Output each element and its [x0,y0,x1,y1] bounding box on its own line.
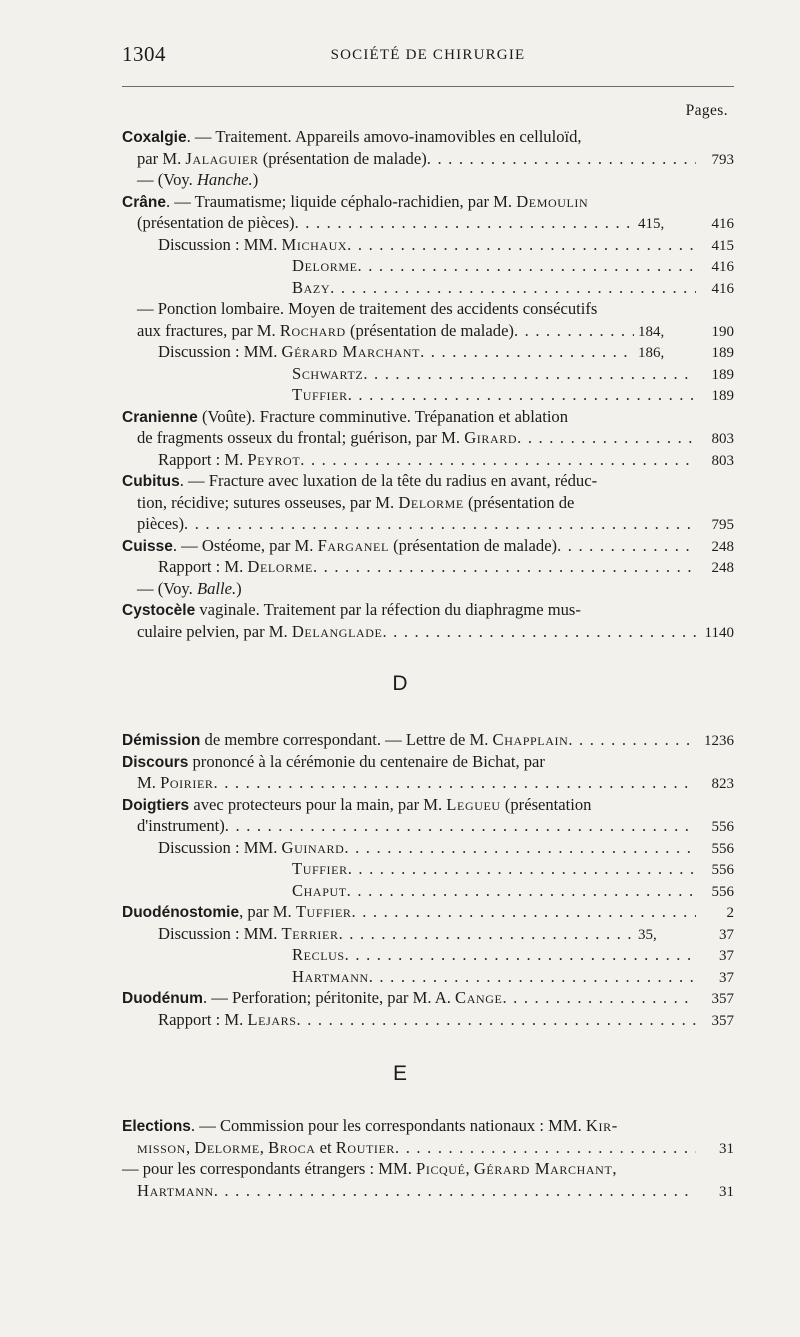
index-line: Discours prononcé à la cérémonie du centenaire de Bichat, par [122,751,545,771]
index-line: Discussion : MM. Guinard . . . 556 [122,837,734,859]
index-line: Elections. — Commission pour les correspondants nationaux : MM. Kir- [122,1116,618,1135]
index-line: pièces) . . . 795 [122,513,734,535]
index-line: tion, récidive; sutures osseuses, par M. Delorme (présentation de [137,492,575,512]
page-number: 1304 [122,42,166,66]
index-line: Démission de membre correspondant. — Lettre de M. Chapplain . . . 1236 [122,729,734,751]
section-heading-d: D [392,672,408,695]
index-line: Rapport : M. Delorme . . . 248 [122,556,734,578]
index-line: par M. Jalaguier (présentation de malade) . . . 793 [122,148,734,170]
index-line: Hartmann . . . 31 [122,1180,734,1202]
index-line: — (Voy. Balle.) [137,578,242,598]
index-line: Bazy . . . 416 [122,277,734,299]
index-line: Discussion : MM. Michaux . . . 415 [122,234,734,256]
index-line: Duodénum. — Perforation; péritonite, par M. A. Cange . . . 357 [122,987,734,1009]
index-line: Coxalgie. — Traitement. Appareils amovo-inamovibles en celluloïd, [122,127,582,146]
pages-column-label: Pages. [685,102,728,119]
index-line: M. Poirier . . . 823 [122,772,734,794]
index-line: (présentation de pièces) . . . 415, 416 [122,212,734,234]
index-line: Rapport : M. Lejars . . . 357 [122,1009,734,1031]
index-line: Doigtiers avec protecteurs pour la main, par M. Legueu (présentation [122,794,592,814]
index-line: Rapport : M. Peyrot . . . 803 [122,449,734,471]
index-line: Hartmann . . . 37 [122,966,734,988]
page-header [122,42,734,72]
index-line: Cubitus. — Fracture avec luxation de la tête du radius en avant, réduc- [122,471,598,490]
section-d-entries [122,729,734,1030]
index-line: — (Voy. Hanche.) [137,170,259,189]
index-line: Reclus . . . 37 [122,944,734,966]
index-line: Cystocèle vaginale. Traitement par la réfection du diaphragme mus- [122,600,581,619]
index-line: Chaput . . . 556 [122,880,734,902]
section-c-entries [122,126,734,642]
index-line: Schwartz . . . 189 [122,363,734,385]
index-line: Cuisse. — Ostéome, par M. Farganel (présentation de malade) . . . 248 [122,535,734,557]
index-line: Cranienne (Voûte). Fracture comminutive. Trépanation et ablation [122,406,569,426]
index-line: — Ponction lombaire. Moyen de traitement des accidents consécutifs [137,299,598,318]
section-heading-e: E [392,1062,407,1085]
index-line: Crâne. — Traumatisme; liquide céphalo-rachidien, par M. Demoulin [122,191,589,211]
index-line: de fragments osseux du frontal; guérison, par M. Girard . . . 803 [122,427,734,449]
index-line: d'instrument) . . . 556 [122,815,734,837]
index-line: Delorme . . . 416 [122,255,734,277]
index-line: misson, Delorme, Broca et Routier . . . 31 [122,1137,734,1159]
section-e-entries [122,1115,734,1201]
running-title: SOCIÉTÉ DE CHIRURGIE [330,47,526,63]
index-line: — pour les correspondants étrangers : MM. Picqué, Gérard Marchant, [122,1159,617,1178]
index-line: Tuffier . . . 556 [122,858,734,880]
index-line: Duodénostomie, par M. Tuffier . . . 2 [122,901,734,923]
index-line: aux fractures, par M. Rochard (présentation de malade) . . . 184, 190 [122,320,734,342]
index-line: culaire pelvien, par M. Delanglade . . . 1140 [122,621,734,643]
index-line: Tuffier . . . 189 [122,384,734,406]
index-line: Discussion : MM. Gérard Marchant . . . 186, 189 [122,341,734,363]
index-line: Discussion : MM. Terrier . . . 35, 37 [122,923,734,945]
header-rule [122,86,734,87]
